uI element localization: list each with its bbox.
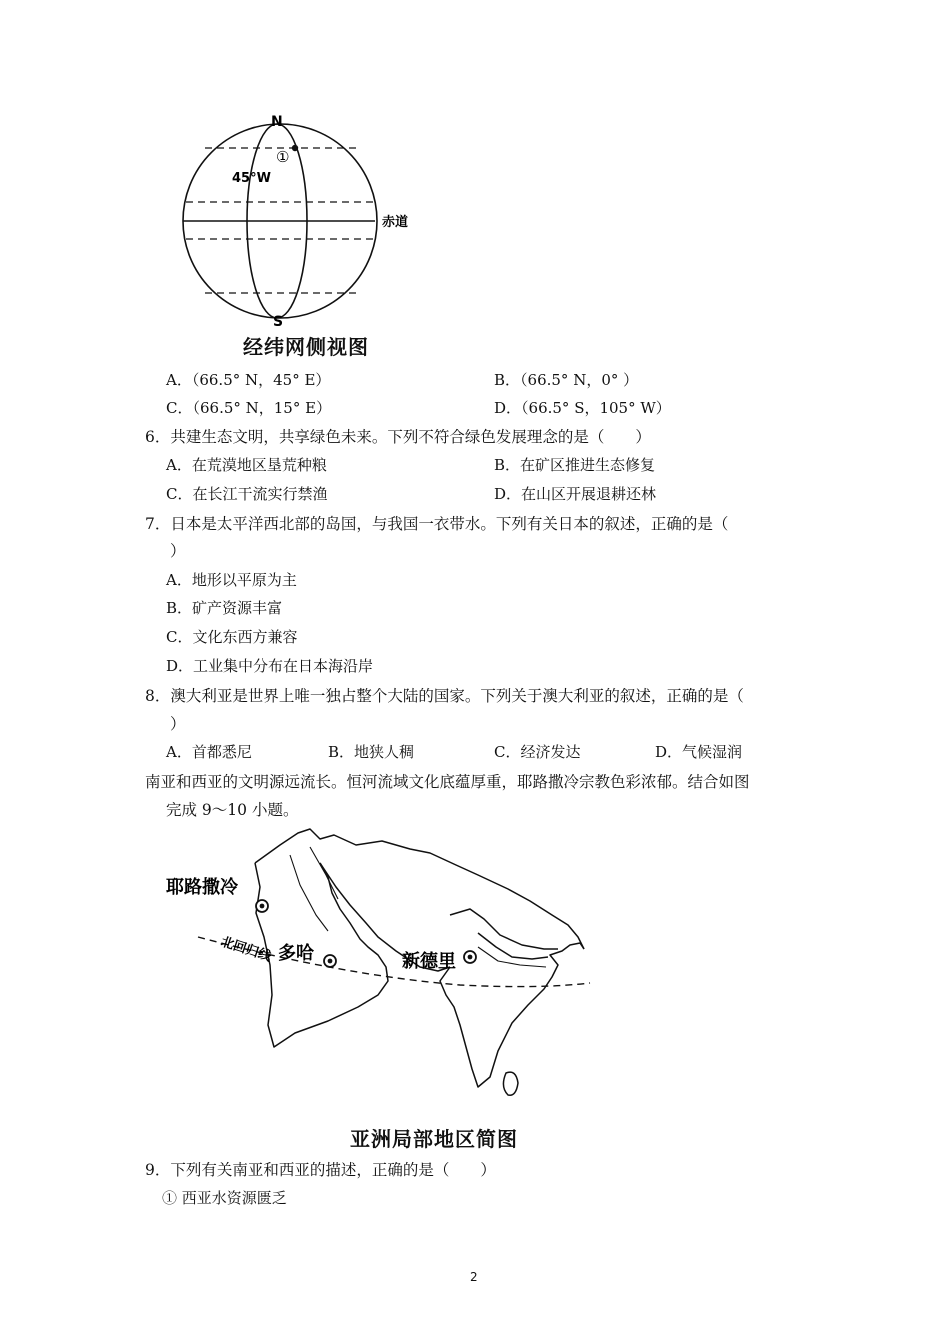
q7-option-b[interactable]: B．矿产资源丰富	[166, 599, 283, 617]
india-outline	[440, 943, 584, 1087]
new-delhi-dot	[464, 951, 476, 963]
new-delhi-label: 新德里	[402, 951, 456, 972]
graticule-side-view-figure	[170, 108, 420, 333]
q7-stem-line2: ）	[170, 542, 186, 560]
intro-line1: 南亚和西亚的文明源远流长。恒河流域文化底蕴厚重，耶路撒冷宗教色彩浓郁。结合如图	[145, 773, 750, 791]
doha-label: 多哈	[278, 943, 314, 964]
jerusalem-label: 耶路撒冷	[166, 877, 238, 898]
tropic-of-cancer-label: 北回归线	[218, 934, 273, 965]
q8-option-c[interactable]: C．经济发达	[494, 743, 581, 761]
q7-stem-line1: 7．日本是太平洋西北部的岛国，与我国一衣带水。下列有关日本的叙述，正确的是（	[145, 515, 729, 533]
sri-lanka-outline	[503, 1072, 518, 1095]
q5-option-d[interactable]: D．（66.5° S，105° W）	[494, 399, 671, 417]
q7-option-a[interactable]: A．地形以平原为主	[166, 571, 297, 589]
q9-item-1: ① 西亚水资源匮乏	[162, 1189, 287, 1207]
q7-option-c[interactable]: C．文化东西方兼容	[166, 628, 298, 646]
iran-north-outline	[255, 829, 584, 949]
q8-stem-line1: 8．澳大利亚是世界上唯一独占整个大陆的国家。下列关于澳大利亚的叙述，正确的是（	[145, 687, 744, 705]
figure1-caption: 经纬网侧视图	[243, 335, 369, 359]
point-1-marker: ①	[276, 148, 290, 166]
q6-stem: 6．共建生态文明，共享绿色未来。下列不符合绿色发展理念的是（ ）	[145, 428, 651, 446]
q6-option-b[interactable]: B．在矿区推进生态修复	[494, 456, 656, 474]
q5-option-a[interactable]: A．（66.5° N，45° E）	[166, 371, 331, 389]
q6-option-d[interactable]: D．在山区开展退耕还林	[494, 485, 657, 503]
figure2-caption: 亚洲局部地区简图	[350, 1127, 518, 1151]
q8-option-b[interactable]: B．地狭人稠	[328, 743, 415, 761]
page-number: 2	[470, 1270, 478, 1284]
jerusalem-dot	[256, 900, 268, 912]
q9-stem: 9．下列有关南亚和西亚的描述，正确的是（ ）	[145, 1161, 496, 1179]
north-label: N	[271, 114, 283, 130]
q6-option-c[interactable]: C．在长江干流实行禁渔	[166, 485, 328, 503]
south-label: S	[273, 314, 284, 330]
doha-dot	[324, 955, 336, 967]
q8-option-d[interactable]: D．气候湿润	[655, 743, 743, 761]
himalaya-outline	[450, 909, 558, 949]
equator-label: 赤道	[382, 215, 409, 230]
q8-stem-line2: ）	[170, 715, 186, 733]
river-2	[310, 847, 338, 899]
point-1-dot	[292, 145, 298, 151]
asia-region-map-figure	[160, 825, 600, 1115]
nepal-outline	[478, 933, 548, 959]
arabian-peninsula-outline	[255, 863, 388, 1047]
q5-option-b[interactable]: B．（66.5° N，0° ）	[494, 371, 639, 389]
q5-option-c[interactable]: C．（66.5° N，15° E）	[166, 399, 332, 417]
q7-option-d[interactable]: D．工业集中分布在日本海沿岸	[166, 657, 374, 675]
q8-option-a[interactable]: A．首都悉尼	[166, 743, 252, 761]
meridian-label: 45°W	[232, 171, 271, 186]
q6-option-a[interactable]: A．在荒漠地区垦荒种粮	[166, 456, 327, 474]
intro-line2: 完成 9～10 小题。	[166, 801, 299, 819]
